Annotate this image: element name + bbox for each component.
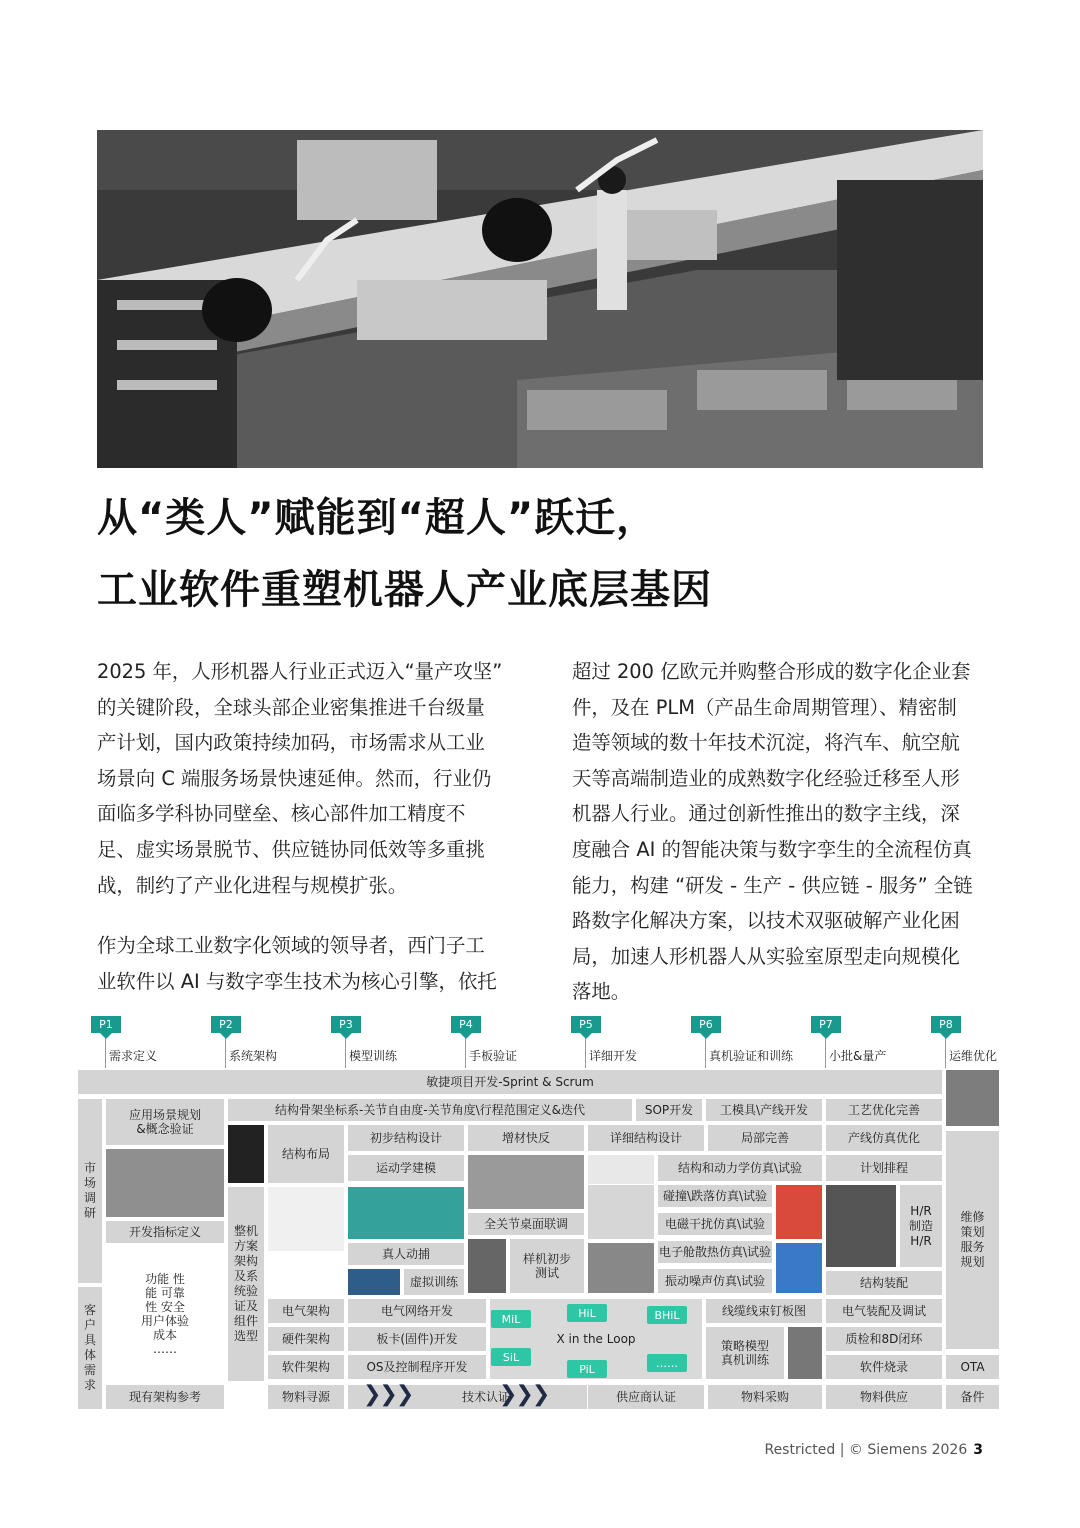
phase-divider (585, 1038, 586, 1068)
chevron-right-icon: ❯❯❯ (363, 1382, 413, 1407)
elec-net-box: 电气网络开发 (347, 1298, 487, 1324)
text-line: 落地。 (572, 980, 631, 1004)
mocap-box: 真人动捕 (347, 1242, 465, 1266)
text-line: 2025 年，人形机器人行业正式迈入“量产攻坚” (97, 660, 503, 683)
chevron-right-icon: ❯❯❯ (499, 1382, 549, 1407)
phase-label-p6: 真机验证和训练 (709, 1049, 794, 1063)
maint-plan-box: 维修策划服务规划 (945, 1130, 1000, 1350)
agile-bar: 敏捷项目开发-Sprint & Scrum (77, 1069, 943, 1095)
text-line: 超过 200 亿欧元并购整合形成的数字化企业套 (572, 660, 971, 683)
phase-flag-p4: P4 (451, 1016, 481, 1033)
ota-box: OTA (945, 1354, 1000, 1380)
sample-test-box: 样机初步测试 (509, 1238, 585, 1294)
phase-flag-p6: P6 (691, 1016, 721, 1033)
page-title-line-1: 从“类人”赋能到“超人”跃迁， (97, 495, 658, 541)
os-box: OS及控制程序开发 (347, 1354, 487, 1380)
robot-thermal-image (587, 1242, 655, 1294)
phase-divider (825, 1038, 826, 1068)
spare-box: 备件 (945, 1384, 1000, 1410)
assembly-box: 结构装配 (825, 1270, 943, 1296)
supply-box: 物料供应 (825, 1384, 943, 1410)
line-sim-box: 产线仿真优化 (825, 1124, 943, 1152)
hero-illustration (97, 130, 983, 468)
factory-robot-illustration (97, 130, 983, 468)
sw-arch-box: 软件架构 (267, 1354, 345, 1380)
supplier-cert-box: 供应商认证 (587, 1384, 705, 1410)
coord-row: 结构骨架坐标系-关节自由度-关节角度\行程范围定义&迭代 (227, 1098, 633, 1122)
left-paragraph-2 (97, 928, 517, 999)
side-label-customer: 客户具体需求 (77, 1286, 103, 1410)
phase-label-p5: 详细开发 (589, 1049, 638, 1063)
phase-label-p2: 系统架构 (229, 1049, 278, 1063)
tooling-box: 工模具\产线开发 (705, 1098, 823, 1122)
harness-box: 线缆线束钉板图 (705, 1298, 823, 1324)
local-refine-box: 局部完善 (707, 1124, 823, 1152)
sil-chip: SiL (491, 1348, 531, 1366)
phase-label-p4: 手板验证 (469, 1049, 518, 1063)
thermal-box: 电子舱散热仿真\试验 (657, 1240, 773, 1264)
text-line: 造等领域的数十年技术沉淀，将汽车、航空航 (572, 731, 960, 755)
phase-label-p1: 需求定义 (109, 1049, 158, 1063)
text-line: 度融合 AI 的智能决策与数字孪生的全流程仿真 (572, 837, 972, 861)
mil-chip: MiL (491, 1310, 531, 1328)
page-title-line-2: 工业软件重塑机器人产业底层基因 (97, 567, 712, 613)
text-line: 天等高端制造业的成熟数字化经验迁移至人形 (572, 766, 960, 790)
additive-parts-photo (467, 1154, 585, 1210)
page-footer (764, 1442, 983, 1458)
phase-divider (105, 1038, 106, 1068)
sop-box: SOP开发 (635, 1098, 703, 1122)
motion-sim-screenshot (347, 1186, 465, 1240)
elec-arch-box: 电气架构 (267, 1298, 345, 1324)
sample-robot-photo (467, 1238, 507, 1294)
material-src-box: 物料寻源 (267, 1384, 345, 1410)
text-line: 足、虚实场景脱节、供应链协同低效等多重挑 (97, 837, 485, 861)
board-box: 板卡(固件)开发 (347, 1326, 487, 1352)
phase-flag-p3: P3 (331, 1016, 361, 1033)
dev-index-box: 开发指标定义 (105, 1220, 225, 1244)
virtual-train-box: 虚拟训练 (403, 1268, 465, 1296)
strategy-box: 策略模型真机训练 (705, 1326, 785, 1380)
struct-dyn-box: 结构和动力学仿真\试验 (657, 1154, 823, 1182)
overall-arch-box: 整机方案架构及系统验证及组件选型 (227, 1186, 265, 1382)
robot-cad-image (587, 1184, 655, 1240)
text-line: 路数字化解决方案，以技术双驱破解产业化困 (572, 909, 960, 933)
app-scene-box: 应用场景规划&概念验证 (105, 1098, 225, 1146)
robot-development-process-diagram (77, 1014, 1000, 1412)
hil-chip: HiL (567, 1304, 607, 1322)
text-line: 作为全球工业数字化领域的领导者，西门子工 (97, 934, 485, 957)
phase-label-p3: 模型训练 (349, 1049, 398, 1063)
text-line: 产计划，国内政策持续加码，市场需求从工业 (97, 731, 485, 755)
phase-label-p7: 小批&量产 (829, 1049, 887, 1063)
collision-box: 碰撞\跌落仿真\试验 (657, 1184, 773, 1208)
tech-cert-label: 技术认证 (461, 1390, 510, 1404)
text-line: 局，加速人形机器人从实验室原型走向规模化 (572, 944, 960, 968)
layout-box: 结构布局 (267, 1124, 345, 1184)
phase-flag-p8: P8 (931, 1016, 961, 1033)
pil-chip: PiL (567, 1360, 607, 1378)
phase-divider (225, 1038, 226, 1068)
assembly-robot-photo (825, 1184, 897, 1268)
phase-divider (345, 1038, 346, 1068)
additive-box: 增材快反 (467, 1124, 585, 1152)
text-line: 的关键阶段，全球头部企业密集推进千台级量 (97, 695, 485, 719)
text-line: 业软件以 AI 与数字孪生技术为核心引擎，依托 (97, 969, 497, 993)
joint-desk-box: 全关节桌面联调 (467, 1212, 585, 1236)
phase-divider (945, 1038, 946, 1068)
init-design-box: 初步结构设计 (347, 1124, 465, 1152)
process-opt-box: 工艺优化完善 (825, 1098, 943, 1122)
fem-contour-image (775, 1184, 823, 1240)
xil-label: X in the Loop (556, 1332, 636, 1346)
right-paragraph (572, 654, 992, 1010)
page-number: 3 (973, 1442, 983, 1458)
hw-arch-box: 硬件架构 (267, 1326, 345, 1352)
phase-flag-p5: P5 (571, 1016, 601, 1033)
elec-assy-box: 电气装配及调试 (825, 1298, 943, 1324)
motion-model-box: 运动学建模 (347, 1154, 465, 1182)
ref-arch-box: 现有架构参考 (105, 1384, 225, 1410)
phase-label-p8: 运维优化 (949, 1049, 998, 1063)
purchase-box: 物料采购 (707, 1384, 823, 1410)
phase-flag-p7: P7 (811, 1016, 841, 1033)
text-line: 场景向 C 端服务场景快速延伸。然而，行业仍 (97, 766, 492, 790)
more-chip: …… (647, 1354, 687, 1372)
phase-flag-p1: P1 (91, 1016, 121, 1033)
detail-design-box: 详细结构设计 (587, 1124, 705, 1152)
phase-divider (465, 1038, 466, 1068)
text-line: 机器人行业。通过创新性推出的数字主线，深 (572, 802, 960, 826)
virtual-scene-image (347, 1268, 401, 1296)
side-label-market: 市场调研 (77, 1098, 103, 1284)
text-line: 能力，构建 “研发 - 生产 - 供应链 - 服务” 全链 (572, 873, 973, 897)
concept-photo (105, 1148, 225, 1218)
footer-text: Restricted | © Siemens 2026 (764, 1442, 968, 1458)
emi-box: 电磁干扰仿真\试验 (657, 1212, 773, 1236)
quality-box: 质检和8D闭环 (825, 1326, 943, 1352)
maintenance-photo (945, 1069, 1000, 1127)
robot-dog-photo (787, 1326, 823, 1380)
vibration-contour-image (775, 1242, 823, 1294)
text-line: 战，制约了产业化进程与规模扩张。 (97, 873, 408, 897)
hr-make-box: H/R 制造 H/R (899, 1184, 943, 1268)
plan-box: 计划排程 (825, 1154, 943, 1182)
structure-diagram (267, 1186, 345, 1252)
text-line: 面临多学科协同壁垒、核心部件加工精度不 (97, 802, 466, 826)
phase-flag-p2: P2 (211, 1016, 241, 1033)
left-paragraph-1 (97, 654, 517, 903)
phase-divider (705, 1038, 706, 1068)
vibration-box: 振动噪声仿真\试验 (657, 1268, 773, 1294)
skeleton-image (227, 1124, 265, 1184)
bhil-chip: BHiL (647, 1306, 687, 1324)
sw-flash-box: 软件烧录 (825, 1354, 943, 1380)
text-line: 件，及在 PLM（产品生命周期管理）、精密制 (572, 695, 957, 719)
index-list: 功能 性能 可靠性 安全 用户体验 成本 …… (105, 1246, 225, 1382)
